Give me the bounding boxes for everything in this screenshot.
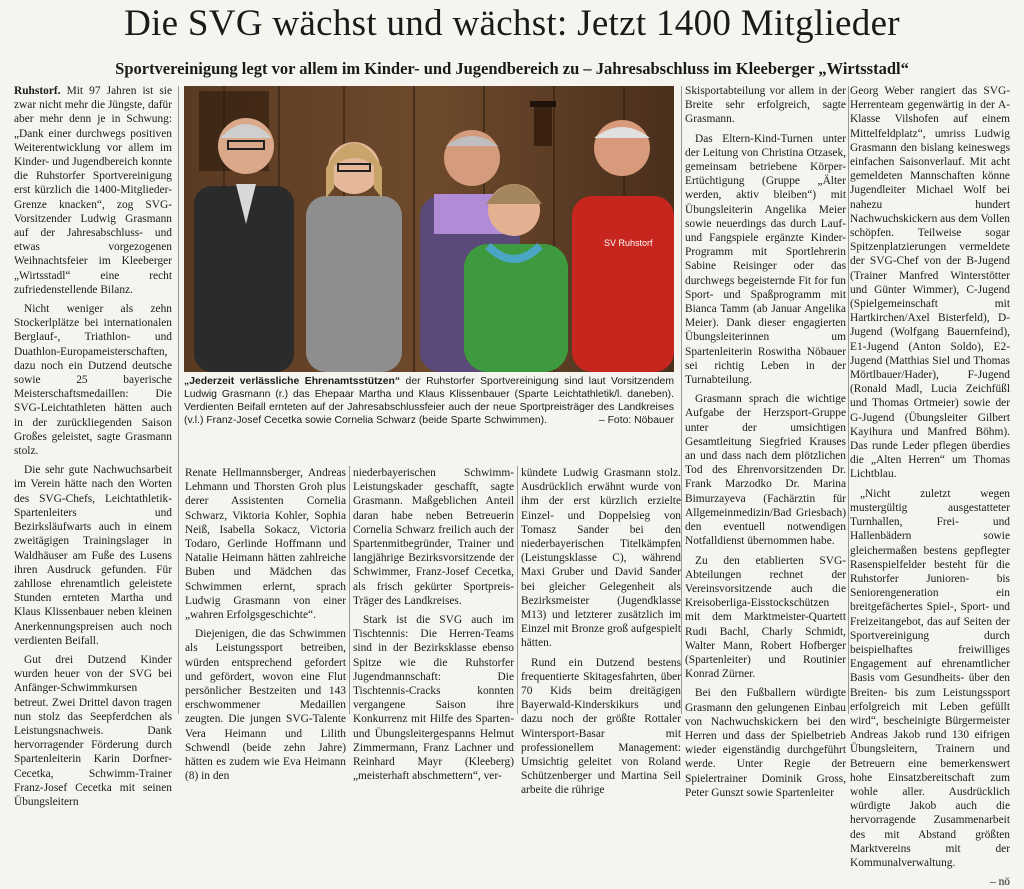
column-divider <box>517 466 518 714</box>
paragraph: Zu den etablierten SVG-Abteilungen rechnet der Vereinsvorsitzende auch die Kreisoberliga-Eisstockschützen mit dem Marktmeister-Quartett Rudi Bachl, Charly Schmidt, Walter Mann, Robert Hofberger (Spartenleiter) und Routinier Konrad Zürner. <box>685 554 846 681</box>
caption-text: der Ruhstorfer Sportvereinigung sind laut Vorsitzendem Ludwig Grasmann (r.) das Ehepaar Martha und Klaus Klissenbauer (Sparte Leichtathletik/l. daneben). Verdienten Beifall ernteten auf der Jahresabschlussfeier auch der neue Sportpreisträger des Landkreises (v.l.) Franz-Josef Cecetka sowie Cornelia Schwarz (beide Sparte Schwimmen). <box>184 376 674 426</box>
dateline: Ruhstorf. <box>14 85 61 97</box>
paragraph: Skisportabteilung vor allem in der Breite sehr erfolgreich, sagte Grasmann. <box>685 85 846 126</box>
photo-credit: – Foto: Nöbauer <box>598 415 674 426</box>
group-photo-illustration <box>184 86 674 372</box>
paragraph: Bei den Fußballern würdigte Grasmann den gelungenen Einbau von Nachwuchskickern bei den Herren und dass der Spielbetrieb wieder eigenständig durchgeführt werde. Unter Regie der Spielertrainer Dominik Gross, Peter Gunszt sowie Spartenleiter <box>685 687 846 799</box>
column-divider <box>848 86 849 714</box>
paragraph-text: Mit 97 Jahren ist sie zwar nicht mehr die Jüngste, dafür aber mehr denn je in Schwung: „Dank einer durchwegs positiven Weiterentwicklung vor allem im Kinder- und Jugendbereich konnte die Ruhstorfer Sportvereinigung erst kürzlich die 1400-Mitglieder-Grenze knacken“, zog SVG-Vorsitzender Ludwig Grasmann auf der Jahresabschluss- und etwas vorgezogenen Weihnachtsfeier im Kleeberger „Wirtsstadl“ eine recht zufriedenstellende Bilanz. <box>14 85 172 296</box>
photo-caption <box>184 375 674 427</box>
paragraph: kündete Ludwig Grasmann stolz. Ausdrücklich erwähnt wurde von ihm der erst kürzlich erzielte Einzel- und Doppelsieg von Tomasz Sander bei den niederbayerischen Titelkämpfen (Leistungsklasse C), während Maxi Gruber und David Sander bei gleicher Gelegenheit als Bezirksmeister (Jugendklasse M13) und letzterer zusätzlich im Einzel mit Bronze groß aufgespielt hätten. <box>521 467 681 650</box>
paragraph: Das Eltern-Kind-Turnen unter der Leitung von Christina Otzasek, gemeinsam betriebene Körper-Ertüchtigung (Gruppe „Älter werden, aktiv bleiben“) mit Übungsleiterin Angelika Meier sowie neuerdings das durch Lauf- und Fangspiele ergänzte Kinder-Programm mit Sportlehrerin Sabine Reisinger oder das durchwegs begeisternde Fit for fun Sport- und Spaßprogramm mit Bianca Tamm (ab Januar Angelika Meier). Dank dieser engagierten Übungsleiterinnen um Spartenleiterin Roswitha Nöbauer sei richtig Leben in der Turnabteilung. <box>685 132 846 387</box>
caption-lead: „Jederzeit verlässliche Ehrenamtsstützen“ <box>184 376 401 387</box>
paragraph: niederbayerischen Schwimm-Leistungskader geschafft, sagte Grasmann. Maßgeblichen Anteil daran habe neben Betreuerin Cornelia Schwarz freilich auch der Spartenmitbegründer, Trainer und langjährige Bezirksvorsitzende der Schwimmer, Franz-Josef Cecetka, als frisch gekürter Sportpreis-Träger des Landkreises. <box>353 467 514 607</box>
column-divider <box>178 86 179 714</box>
article-column-3 <box>353 466 514 783</box>
paragraph: Georg Weber rangiert das SVG-Herrenteam gegenwärtig in der A-Klasse Vilshofen auf einem Mittelfeldplatz“, umriss Ludwig Grasmann den bislang keineswegs einfachen Saisonverlauf. Mit acht gemeldeten Mannschaften könne Jugendleiter Michael Wolf bei nahezu hundert Nachwuchskickern aus dem Vollen schöpfen. Teilweise sogar Spitzenplatzierungen vermeldete der SVG-Chef von der B-Jugend (Trainer Manfred Winterstötter und Günter Wimmer), C-Jugend (Spielgemeinschaft mit Hartkirchen/Axel Bisterfeld), D-Jugend (Wolfgang Bauernfeind), E1-Jugend (Anton Soldo), E2-Jugend (Matthias Siel und Thomas Mörtlbauer/Hader), F-Jugend (Ronald Madl, Lucia Zeichfüßl und Thomas Ortmeier) sowie der G-Jugend (Übungsleiter Gilbert Kayihura und Manfred Böhm). Das runde Leder pflegen überdies die „Alten Herren“ um Thomas Lichtblau. <box>850 85 1010 481</box>
shirt-logo: SV Ruhstorf <box>604 238 653 248</box>
paragraph: „Nicht zuletzt wegen mustergültig ausgestatteter Turnhallen, Frei- und Hallenbädern sowie gleichermaßen bestens gepflegter Rasenspielfelder besteht für die Ruhstorfer Junioren- bis Seniorengeneration ein breitgefächertes Spiel-, Sport- und Freizeitangebot, das auf Seiten der Sportvereinigung durch beispielhaftes freiwilliges Engagement auf ehrenamtlicher Basis vom Gesundheits- über den Breiten- bis zum Leistungssport erfolgreich mit Leben gefüllt wird“, bescheinigte Bürgermeister Andreas Jakob rund 130 eifrigen Übungsleitern, Trainern und Betreuern eine bemerkenswert hohe Einsatzbereitschaft zum wohle aller. Ausdrücklich würdigte Jakob auch die hervorragende Zusammenarbeit des mit Abstand größten Marktvereins mit der Kommunalverwaltung. <box>850 487 1010 869</box>
headline: Die SVG wächst und wächst: Jetzt 1400 Mitglieder <box>124 3 900 44</box>
column-divider <box>349 466 350 714</box>
article-column-2 <box>185 466 346 783</box>
article-column-6 <box>850 84 1010 889</box>
author-credit: – nö <box>990 876 1010 889</box>
paragraph: Stark ist die SVG auch im Tischtennis: Die Herren-Teams sind in der Bezirksklasse ebenso Spitze wie die Ruhstorfer Jugendmannschaft: Die Tischtennis-Cracks konnten vergangene Saison ihre Konkurrenz mit Hilfe des Sparten- und Übungsleitergespanns Helmut Zimmermann, Franz Lachner und Reinhard Mayr (Kleeberg) „meisterhaft abschmettern“, ver- <box>353 614 514 783</box>
paragraph: Die sehr gute Nachwuchsarbeit im Verein hätte nach den Worten des SVG-Chefs, Leichtathletik-Spartenleiters und Bezirksläufwarts auch in einem zweitägigen Trainingslager in Waldhäuser am Fuße des Lusens ihren Ausdruck gefunden. Für zahllose ehrenamtlich geleistete Stunden ernteten Martha und Klaus Klissenbauer neben kleinen Anerkennungspreisen auch noch verdienten Beifall. <box>14 464 172 647</box>
subheadline: Sportvereinigung legt vor allem im Kinder- und Jugendbereich zu – Jahresabschluss im Kleeberger „Wirtsstadl“ <box>115 59 909 78</box>
article-column-4 <box>521 466 681 797</box>
article-column-1 <box>14 84 172 808</box>
article-column-5 <box>685 84 846 799</box>
column-divider <box>681 86 682 714</box>
article-photo <box>184 86 674 372</box>
paragraph: Gut drei Dutzend Kinder wurden heuer von der SVG bei Anfänger-Schwimmkursen betreut. Zwei Drittel davon tragen nun stolz das Seepferdchen als Leistungsnachweis. Dank hervorragender Förderung durch Spartenleiterin Karin Dorfner-Cecetka, Schwimm-Trainer Franz-Josef Cecetka mit seinen Übungsleitern <box>14 653 172 808</box>
paragraph: Grasmann sprach die wichtige Aufgabe der Herzsport-Gruppe unter der umsichtigen Gesamtleitung Siegfried Krauses an und dass nach dem plötzlichen Tod des Ehrenvorsitzenden Dr. Frank Marzodko Dr. Marina Bimurzayeva (Fachärztin für Allgemeinmedizin/Bad Griesbach) den eventuell notwendigen Notfalldienst übernommen habe. <box>685 393 846 548</box>
paragraph: Nicht weniger als zehn Stockerlplätze bei internationalen Berglauf-, Triathlon- und Duathlon-Europameisterschaften, dazu noch ein Dutzend deutsche sowie 25 bayerische Meisterschaftsmedaillen: Die SVG-Leichtathleten hätten auch in der zurückliegenden Saison Großes geleistet, sagte Grasmann stolz. <box>14 303 172 458</box>
paragraph: Renate Hellmannsberger, Andreas Lehmann und Thorsten Groh plus derer Assistenten Cornelia Schwarz, Viktoria Kohler, Sophia Neiß, Isabella Sokacz, Victoria Todaro, Gerlinde Hoffmann und Natalie Heimann hätten zahlreiche Buben und Mädchen das Schwimmen erlernt, sprach Ludwig Grasmann von einer „wahren Erfolgsgeschichte“. <box>185 467 346 622</box>
paragraph: Rund ein Dutzend bestens frequentierte Skitagesfahrten, über 70 Kids beim dreitägigen Bayerwald-Kinderskikurs und dazu noch der größte Rottaler Wintersport-Basar mit professionellem Management: Umsichtig geleitet von Roland Schützenberger und Martina Seil arbeite die rührige <box>521 656 681 797</box>
paragraph <box>14 84 172 297</box>
paragraph: Diejenigen, die das Schwimmen als Leistungssport betreiben, würden entsprechend gefordert und gefördert, wovon eine Flut persönlicher Bestzeiten und 143 erschwommener Medaillen zeugten. Die jungen SVG-Talente Vera Heimann und Lilith Schwendl (beide zehn Jahre) hätten es zudem wie Eva Heimann (8) in den <box>185 628 346 783</box>
